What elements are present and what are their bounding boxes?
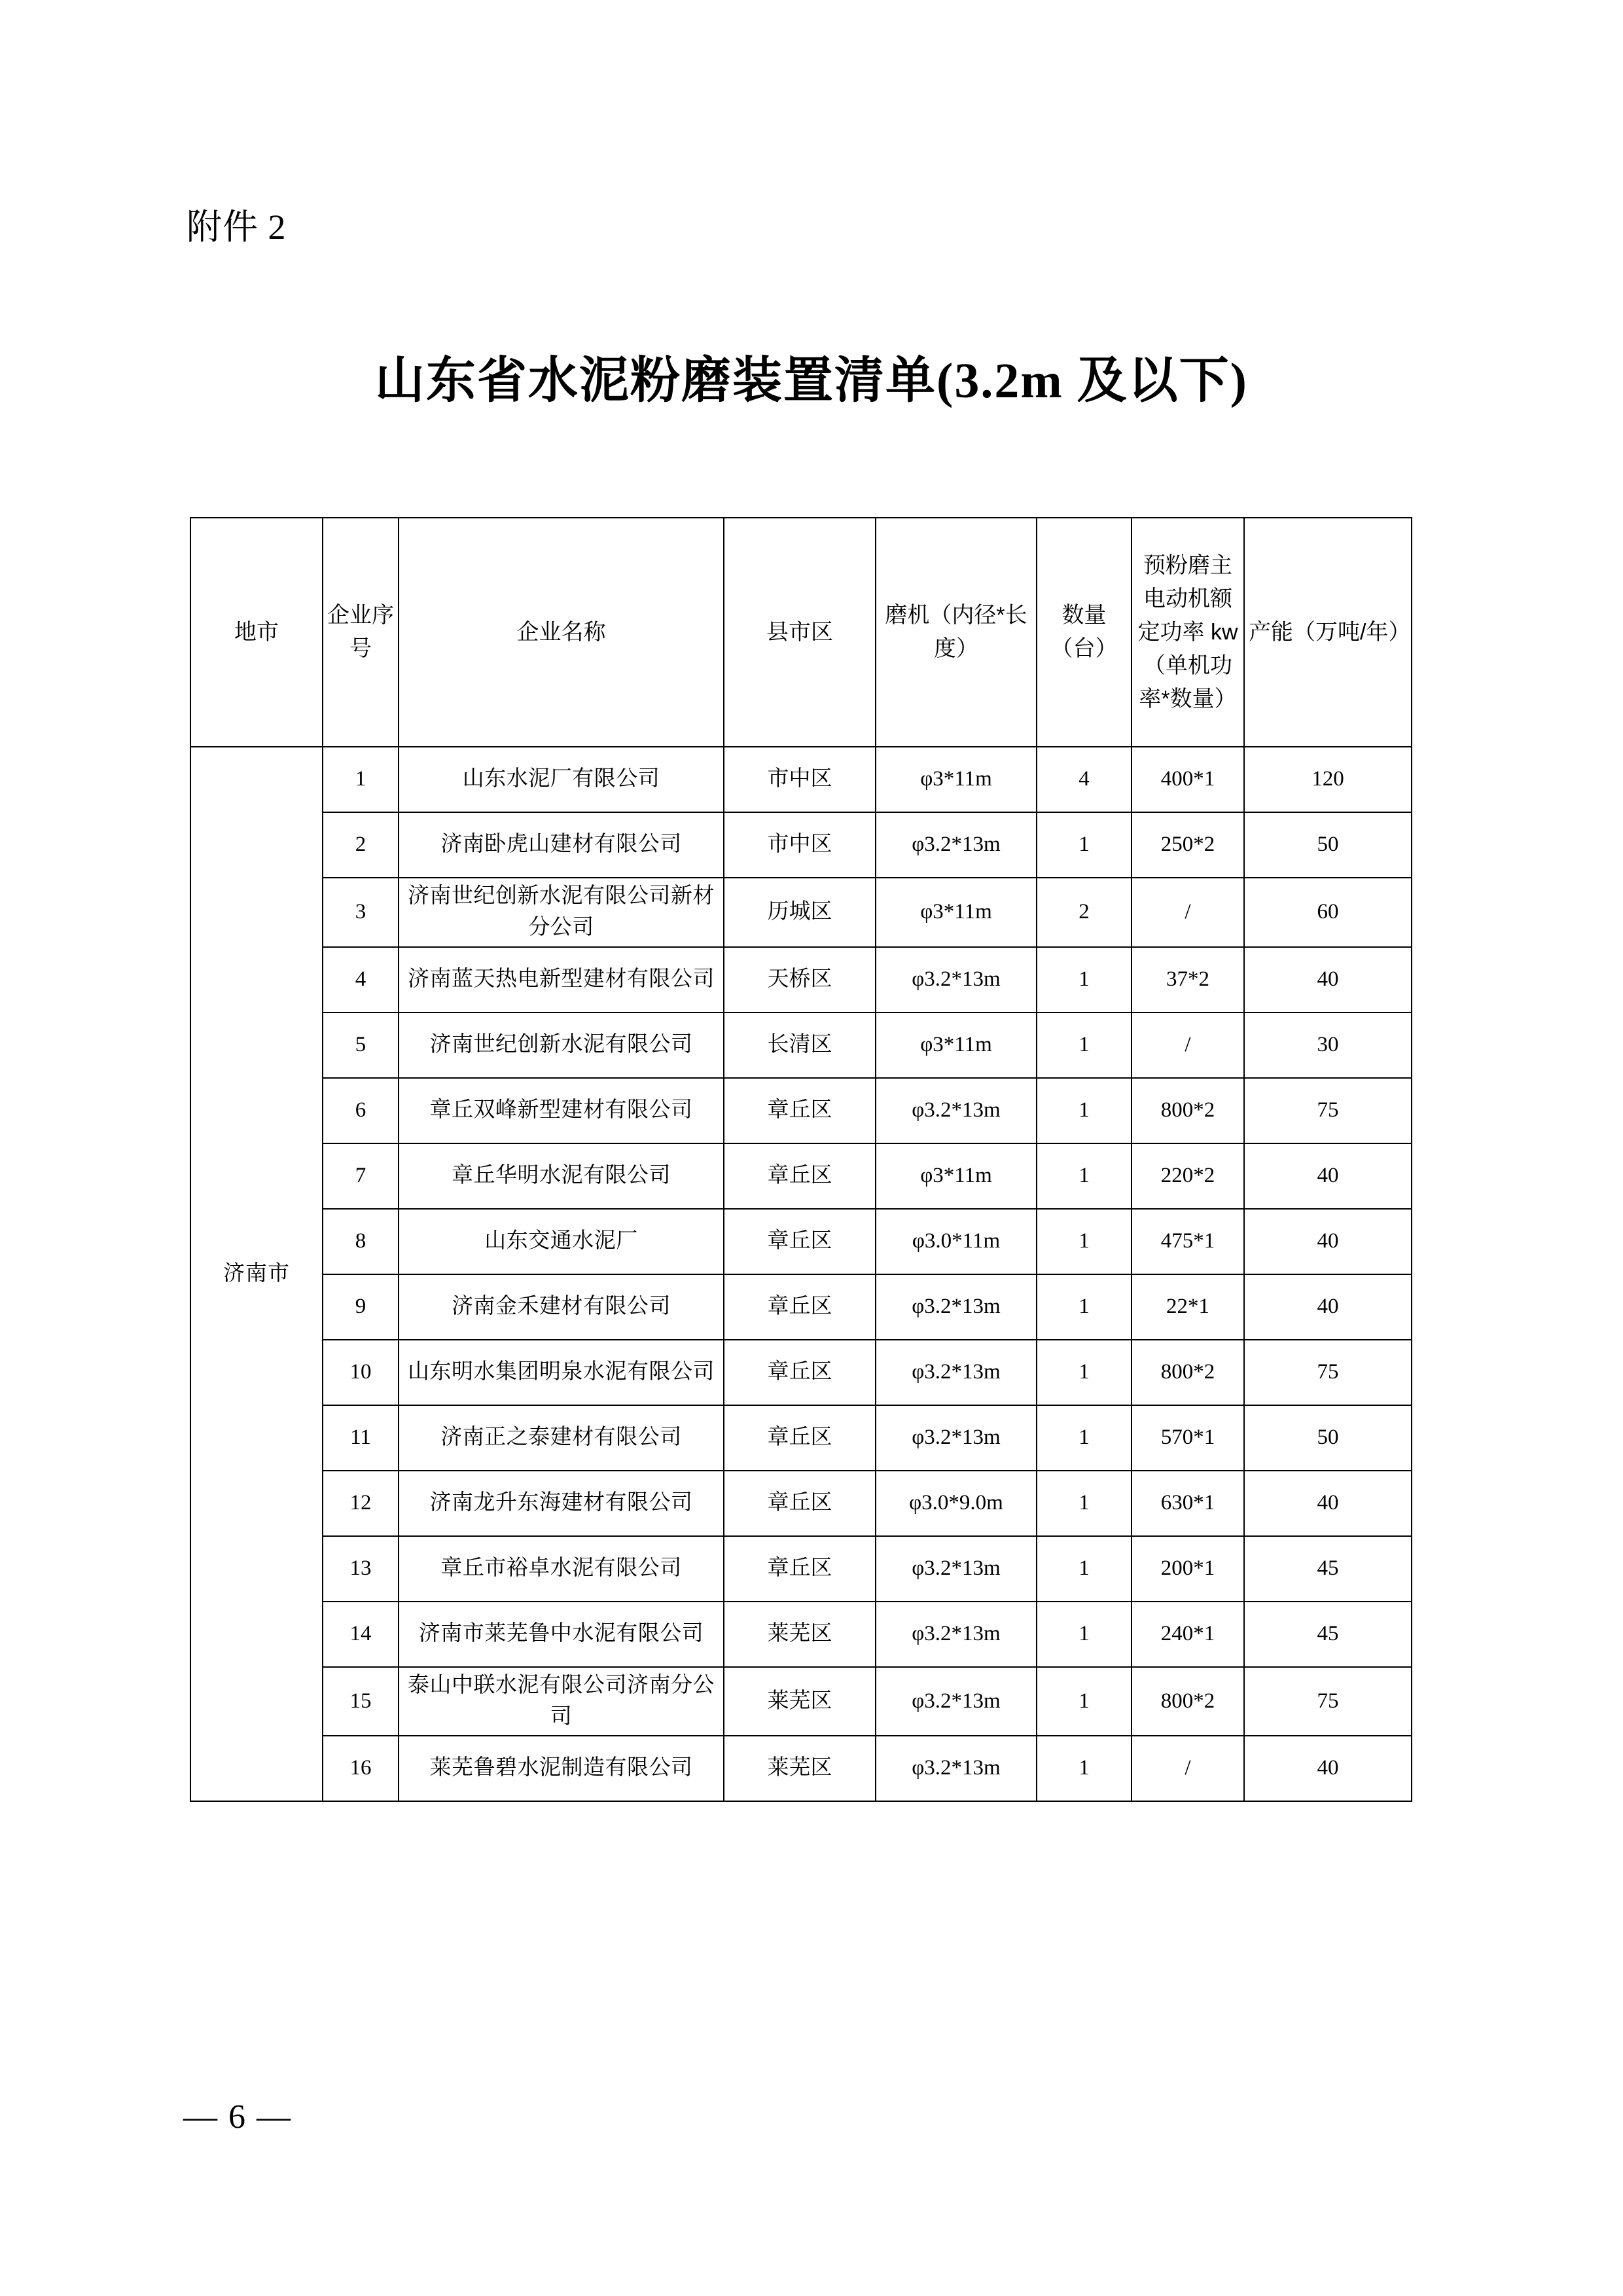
sequence-cell: 6 — [323, 1078, 399, 1143]
table-header-row — [190, 518, 1412, 747]
power-cell: 800*2 — [1132, 1340, 1244, 1405]
mill-spec-cell: φ3*11m — [876, 1013, 1037, 1078]
company-name-cell: 济南龙升东海建材有限公司 — [399, 1471, 724, 1536]
quantity-cell: 2 — [1037, 878, 1132, 947]
quantity-cell: 1 — [1037, 1602, 1132, 1667]
capacity-cell: 50 — [1244, 812, 1412, 878]
table-row — [190, 1209, 1412, 1274]
table-row — [190, 1143, 1412, 1209]
sequence-cell: 14 — [323, 1602, 399, 1667]
sequence-cell: 4 — [323, 947, 399, 1013]
company-name-cell: 山东明水集团明泉水泥有限公司 — [399, 1340, 724, 1405]
district-cell: 章丘区 — [724, 1340, 876, 1405]
power-cell: 200*1 — [1132, 1536, 1244, 1602]
power-cell: 400*1 — [1132, 747, 1244, 812]
quantity-cell: 1 — [1037, 1471, 1132, 1536]
column-header-region: 地市 — [190, 518, 323, 747]
table-row — [190, 1340, 1412, 1405]
district-cell: 莱芜区 — [724, 1602, 876, 1667]
district-cell: 市中区 — [724, 747, 876, 812]
quantity-cell: 1 — [1037, 812, 1132, 878]
capacity-cell: 75 — [1244, 1667, 1412, 1736]
company-name-cell: 济南卧虎山建材有限公司 — [399, 812, 724, 878]
quantity-cell: 1 — [1037, 1209, 1132, 1274]
column-header-company: 企业名称 — [399, 518, 724, 747]
quantity-cell: 1 — [1037, 1405, 1132, 1471]
district-cell: 章丘区 — [724, 1209, 876, 1274]
table-header — [190, 518, 1412, 747]
table-row — [190, 1667, 1412, 1736]
column-header-sequence: 企业序号 — [323, 518, 399, 747]
column-header-capacity: 产能（万吨/年） — [1244, 518, 1412, 747]
mill-spec-cell: φ3.2*13m — [876, 1602, 1037, 1667]
table-row — [190, 1013, 1412, 1078]
table-row — [190, 1405, 1412, 1471]
sequence-cell: 15 — [323, 1667, 399, 1736]
sequence-cell: 9 — [323, 1274, 399, 1340]
sequence-cell: 8 — [323, 1209, 399, 1274]
page-number-footer: — 6 — — [183, 2098, 292, 2136]
company-name-cell: 章丘双峰新型建材有限公司 — [399, 1078, 724, 1143]
mill-spec-cell: φ3.2*13m — [876, 1405, 1037, 1471]
sequence-cell: 16 — [323, 1736, 399, 1801]
district-cell: 市中区 — [724, 812, 876, 878]
company-name-cell: 章丘华明水泥有限公司 — [399, 1143, 724, 1209]
sequence-cell: 7 — [323, 1143, 399, 1209]
capacity-cell: 45 — [1244, 1602, 1412, 1667]
capacity-cell: 40 — [1244, 1143, 1412, 1209]
power-cell: / — [1132, 878, 1244, 947]
table-row — [190, 1274, 1412, 1340]
capacity-cell: 75 — [1244, 1078, 1412, 1143]
quantity-cell: 1 — [1037, 1340, 1132, 1405]
mill-spec-cell: φ3.2*13m — [876, 1078, 1037, 1143]
power-cell: 570*1 — [1132, 1405, 1244, 1471]
sequence-cell: 13 — [323, 1536, 399, 1602]
mill-spec-cell: φ3.2*13m — [876, 1736, 1037, 1801]
district-cell: 天桥区 — [724, 947, 876, 1013]
company-name-cell: 泰山中联水泥有限公司济南分公司 — [399, 1667, 724, 1736]
mill-spec-cell: φ3*11m — [876, 747, 1037, 812]
page-title: 山东省水泥粉磨装置清单(3.2m 及以下) — [375, 353, 1248, 408]
power-cell: 630*1 — [1132, 1471, 1244, 1536]
mill-spec-cell: φ3.2*13m — [876, 947, 1037, 1013]
mill-spec-cell: φ3.2*13m — [876, 1340, 1037, 1405]
capacity-cell: 50 — [1244, 1405, 1412, 1471]
quantity-cell: 1 — [1037, 947, 1132, 1013]
company-name-cell: 济南市莱芜鲁中水泥有限公司 — [399, 1602, 724, 1667]
sequence-cell: 2 — [323, 812, 399, 878]
power-cell: 800*2 — [1132, 1078, 1244, 1143]
table-row — [190, 947, 1412, 1013]
column-header-mill: 磨机（内径*长度） — [876, 518, 1037, 747]
company-name-cell: 山东交通水泥厂 — [399, 1209, 724, 1274]
district-cell: 章丘区 — [724, 1471, 876, 1536]
quantity-cell: 1 — [1037, 1013, 1132, 1078]
table-body — [190, 747, 1412, 1801]
capacity-cell: 45 — [1244, 1536, 1412, 1602]
company-name-cell: 章丘市裕卓水泥有限公司 — [399, 1536, 724, 1602]
power-cell: 240*1 — [1132, 1602, 1244, 1667]
quantity-cell: 4 — [1037, 747, 1132, 812]
mill-spec-cell: φ3*11m — [876, 1143, 1037, 1209]
table-row — [190, 1736, 1412, 1801]
mill-spec-cell: φ3*11m — [876, 878, 1037, 947]
table-row — [190, 1602, 1412, 1667]
mill-spec-cell: φ3.0*9.0m — [876, 1471, 1037, 1536]
district-cell: 章丘区 — [724, 1405, 876, 1471]
power-cell: 250*2 — [1132, 812, 1244, 878]
capacity-cell: 75 — [1244, 1340, 1412, 1405]
attachment-label: 附件 2 — [187, 207, 287, 247]
capacity-cell: 60 — [1244, 878, 1412, 947]
capacity-cell: 120 — [1244, 747, 1412, 812]
table-row — [190, 1471, 1412, 1536]
district-cell: 章丘区 — [724, 1274, 876, 1340]
sequence-cell: 3 — [323, 878, 399, 947]
column-header-quantity: 数量（台） — [1037, 518, 1132, 747]
table-row — [190, 878, 1412, 947]
mill-spec-cell: φ3.2*13m — [876, 1667, 1037, 1736]
column-header-power: 预粉磨主电动机额定功率 kw（单机功率*数量） — [1132, 518, 1244, 747]
power-cell: 475*1 — [1132, 1209, 1244, 1274]
power-cell: / — [1132, 1013, 1244, 1078]
mill-spec-cell: φ3.2*13m — [876, 812, 1037, 878]
quantity-cell: 1 — [1037, 1274, 1132, 1340]
district-cell: 章丘区 — [724, 1078, 876, 1143]
power-cell: 37*2 — [1132, 947, 1244, 1013]
quantity-cell: 1 — [1037, 1736, 1132, 1801]
sequence-cell: 5 — [323, 1013, 399, 1078]
table-row — [190, 1078, 1412, 1143]
region-cell: 济南市 — [190, 747, 323, 1801]
sequence-cell: 1 — [323, 747, 399, 812]
mill-spec-cell: φ3.2*13m — [876, 1536, 1037, 1602]
capacity-cell: 40 — [1244, 1736, 1412, 1801]
power-cell: 22*1 — [1132, 1274, 1244, 1340]
district-cell: 章丘区 — [724, 1536, 876, 1602]
company-name-cell: 济南世纪创新水泥有限公司 — [399, 1013, 724, 1078]
table-row — [190, 812, 1412, 878]
quantity-cell: 1 — [1037, 1667, 1132, 1736]
capacity-cell: 40 — [1244, 1274, 1412, 1340]
mill-spec-cell: φ3.2*13m — [876, 1274, 1037, 1340]
power-cell: 220*2 — [1132, 1143, 1244, 1209]
sequence-cell: 12 — [323, 1471, 399, 1536]
sequence-cell: 10 — [323, 1340, 399, 1405]
district-cell: 历城区 — [724, 878, 876, 947]
district-cell: 章丘区 — [724, 1143, 876, 1209]
capacity-cell: 40 — [1244, 1471, 1412, 1536]
district-cell: 莱芜区 — [724, 1667, 876, 1736]
column-header-district: 县市区 — [724, 518, 876, 747]
table-row — [190, 747, 1412, 812]
capacity-cell: 40 — [1244, 1209, 1412, 1274]
quantity-cell: 1 — [1037, 1078, 1132, 1143]
mill-spec-cell: φ3.0*11m — [876, 1209, 1037, 1274]
capacity-cell: 40 — [1244, 947, 1412, 1013]
quantity-cell: 1 — [1037, 1143, 1132, 1209]
company-name-cell: 山东水泥厂有限公司 — [399, 747, 724, 812]
cement-mill-table-container — [190, 517, 1411, 1802]
company-name-cell: 济南世纪创新水泥有限公司新材分公司 — [399, 878, 724, 947]
company-name-cell: 济南蓝天热电新型建材有限公司 — [399, 947, 724, 1013]
cement-mill-table — [190, 517, 1412, 1802]
table-row — [190, 1536, 1412, 1602]
company-name-cell: 莱芜鲁碧水泥制造有限公司 — [399, 1736, 724, 1801]
district-cell: 莱芜区 — [724, 1736, 876, 1801]
company-name-cell: 济南正之泰建材有限公司 — [399, 1405, 724, 1471]
sequence-cell: 11 — [323, 1405, 399, 1471]
company-name-cell: 济南金禾建材有限公司 — [399, 1274, 724, 1340]
district-cell: 长清区 — [724, 1013, 876, 1078]
capacity-cell: 30 — [1244, 1013, 1412, 1078]
power-cell: / — [1132, 1736, 1244, 1801]
quantity-cell: 1 — [1037, 1536, 1132, 1602]
power-cell: 800*2 — [1132, 1667, 1244, 1736]
